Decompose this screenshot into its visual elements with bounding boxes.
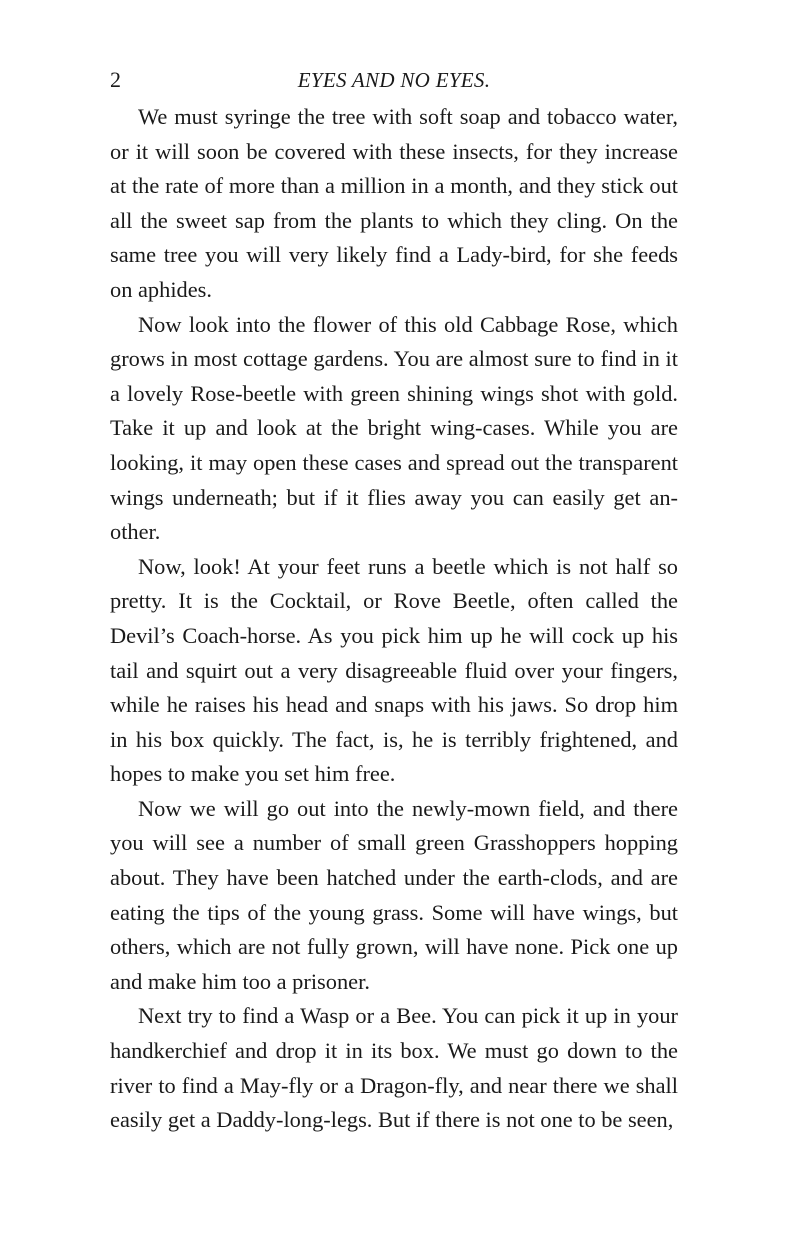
page-number: 2 bbox=[110, 67, 121, 92]
body-text bbox=[110, 100, 678, 1138]
paragraph-cabbage-rose: Now look into the flower of this old Cabbage Rose, which grows in most cottage gardens. You are almost sure to find in it a lovely Rose-beetle with green shining wings shot with gold. Take it up and look at the bright wing-cases. While you are looking, it may open these cases and spread out the transparent wings underneath; but if it flies away you can easily get another. bbox=[110, 311, 678, 545]
paragraph-wasp-bee: Next try to find a Wasp or a Bee. You can pick it up in your handkerchief and drop it in its box. We must go down to the river to find a May-fly or a Dragon-fly, and near there we shall easily get a Daddy-long-legs. But if there is not one to be seen, bbox=[110, 1003, 678, 1133]
paragraph-rove-beetle: Now, look! At your feet runs a beetle which is not half so pretty. It is the Cocktail, or Rove Beetle, often called the Devil’s Coach-horse. As you pick him up he will cock up his tail and squirt out a very disagreeable fluid over your fingers, while he raises his head and snaps with his jaws. So drop him in his box quickly. The fact, is, he is terribly frightened, and hopes to make you set him free. bbox=[110, 553, 678, 787]
paragraph-syringe: We must syringe the tree with soft soap and tobacco water, or it will soon be covered with these insects, for they increase at the rate of more than a million in a month, and they stick out all the sweet sap from the plants to which they cling. On the same tree you will very likely find a Lady-bird, for she feeds on aphides. bbox=[110, 104, 678, 302]
paragraph-grasshoppers: Now we will go out into the newly-mown field, and there you will see a number of small green Grasshoppers hopping about. They have been hatched under the earth-clods, and are eating the tips of the young grass. Some will have wings, but others, which are not fully grown, will have none. Pick one up and make him too a prisoner. bbox=[110, 795, 678, 994]
page-header bbox=[110, 62, 678, 98]
running-title: EYES AND NO EYES. bbox=[297, 68, 491, 92]
